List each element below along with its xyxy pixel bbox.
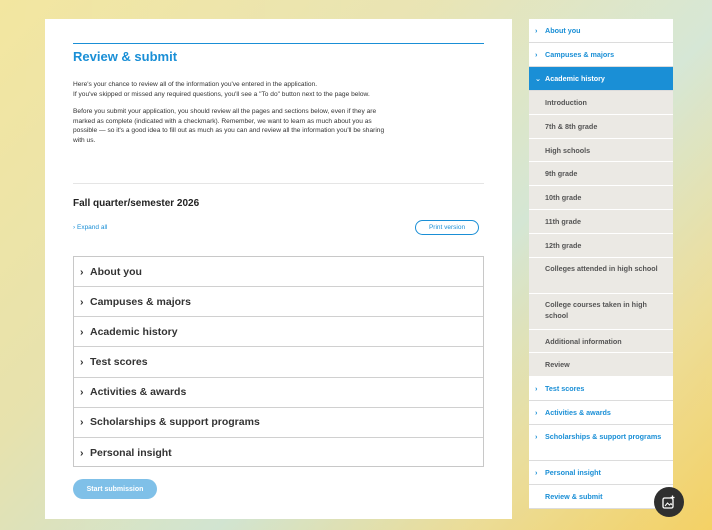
sidebar-subitem-7th-8th-grade[interactable]: 7th & 8th grade [529, 115, 673, 139]
sidebar-item-about-you[interactable]: › About you [529, 19, 673, 43]
feedback-fab[interactable] [654, 487, 684, 517]
accordion-personal-insight[interactable]: › Personal insight [80, 446, 172, 459]
edit-image-icon [662, 495, 676, 509]
sidebar-item-personal-insight[interactable]: › Personal insight [529, 461, 673, 485]
chevron-right-icon: › [80, 416, 84, 429]
divider [73, 183, 484, 184]
title-rule [73, 43, 484, 44]
chevron-down-icon: ⌄ [535, 74, 542, 83]
sidebar-subitem-introduction[interactable]: Introduction [529, 91, 673, 115]
accordion-test-scores[interactable]: › Test scores [74, 347, 483, 377]
sidebar-item-scholarships[interactable]: › Scholarships & support programs [529, 425, 673, 461]
chevron-right-icon: › [80, 295, 84, 308]
sidebar-item-review-submit[interactable]: Review & submit [529, 485, 673, 509]
chevron-right-icon: › [535, 50, 538, 59]
sidebar-subitem-11th-grade[interactable]: 11th grade [529, 210, 673, 234]
sidebar-subitem-review[interactable]: Review [529, 353, 673, 377]
chevron-right-icon: › [80, 446, 84, 459]
chevron-right-icon: › [80, 355, 84, 368]
intro-paragraph-2: Before you submit your application, you should review all the pages and sections below, even if they are marked as complete (indicated with a checkmark). Remember, we want to learn as much about you as possible — so it's a good idea to fill out as much as you can and review all the information you'll be sharing with us. [73, 108, 385, 144]
chevron-right-icon: › [80, 265, 84, 278]
sidebar-subitem-10th-grade[interactable]: 10th grade [529, 186, 673, 210]
chevron-right-icon: › [80, 325, 84, 338]
sections-accordion [73, 256, 484, 467]
accordion-academic-history[interactable]: › Academic history [74, 317, 483, 347]
sidebar-item-academic-history[interactable]: ⌄ Academic history [529, 67, 673, 91]
term-title: Fall quarter/semester 2026 [73, 198, 200, 209]
chevron-right-icon: › [535, 384, 538, 394]
sidebar-subitem-12th-grade[interactable]: 12th grade [529, 234, 673, 258]
intro-text [73, 80, 393, 153]
sidebar-subitem-additional-information[interactable]: Additional information [529, 330, 673, 354]
chevron-right-icon: › [535, 408, 538, 418]
review-panel [45, 19, 512, 519]
sidebar-subitem-colleges-attended[interactable]: Colleges attended in high school [529, 258, 673, 294]
sidebar-nav [529, 19, 673, 509]
sidebar-subitem-high-schools[interactable]: High schools [529, 139, 673, 163]
sidebar-item-test-scores[interactable]: › Test scores [529, 377, 673, 401]
chevron-right-icon: › [535, 432, 538, 442]
page-title: Review & submit [73, 49, 178, 64]
print-version-button[interactable]: Print version [415, 220, 479, 235]
chevron-right-icon: › [73, 224, 76, 231]
accordion-scholarships[interactable]: › Scholarships & support programs [74, 408, 483, 438]
chevron-right-icon: › [535, 26, 538, 35]
start-submission-button[interactable]: Start submission [73, 479, 157, 499]
accordion-campuses-majors[interactable]: › Campuses & majors [74, 287, 483, 317]
expand-all-link[interactable]: › Expand all [73, 224, 108, 231]
chevron-right-icon: › [535, 468, 538, 478]
intro-paragraph-1: Here's your chance to review all of the information you've entered in the application. If you've skipped or missed any required questions, you'll see a "To do" button next to the page below. [73, 81, 370, 98]
accordion-about-you[interactable]: › About you [74, 257, 483, 287]
sidebar-subitem-college-courses[interactable]: College courses taken in high school [529, 294, 673, 330]
accordion-activities-awards[interactable]: › Activities & awards [74, 378, 483, 408]
sidebar-item-campuses-majors[interactable]: › Campuses & majors [529, 43, 673, 67]
chevron-right-icon: › [80, 386, 84, 399]
sidebar-subitem-9th-grade[interactable]: 9th grade [529, 162, 673, 186]
sidebar-item-activities-awards[interactable]: › Activities & awards [529, 401, 673, 425]
